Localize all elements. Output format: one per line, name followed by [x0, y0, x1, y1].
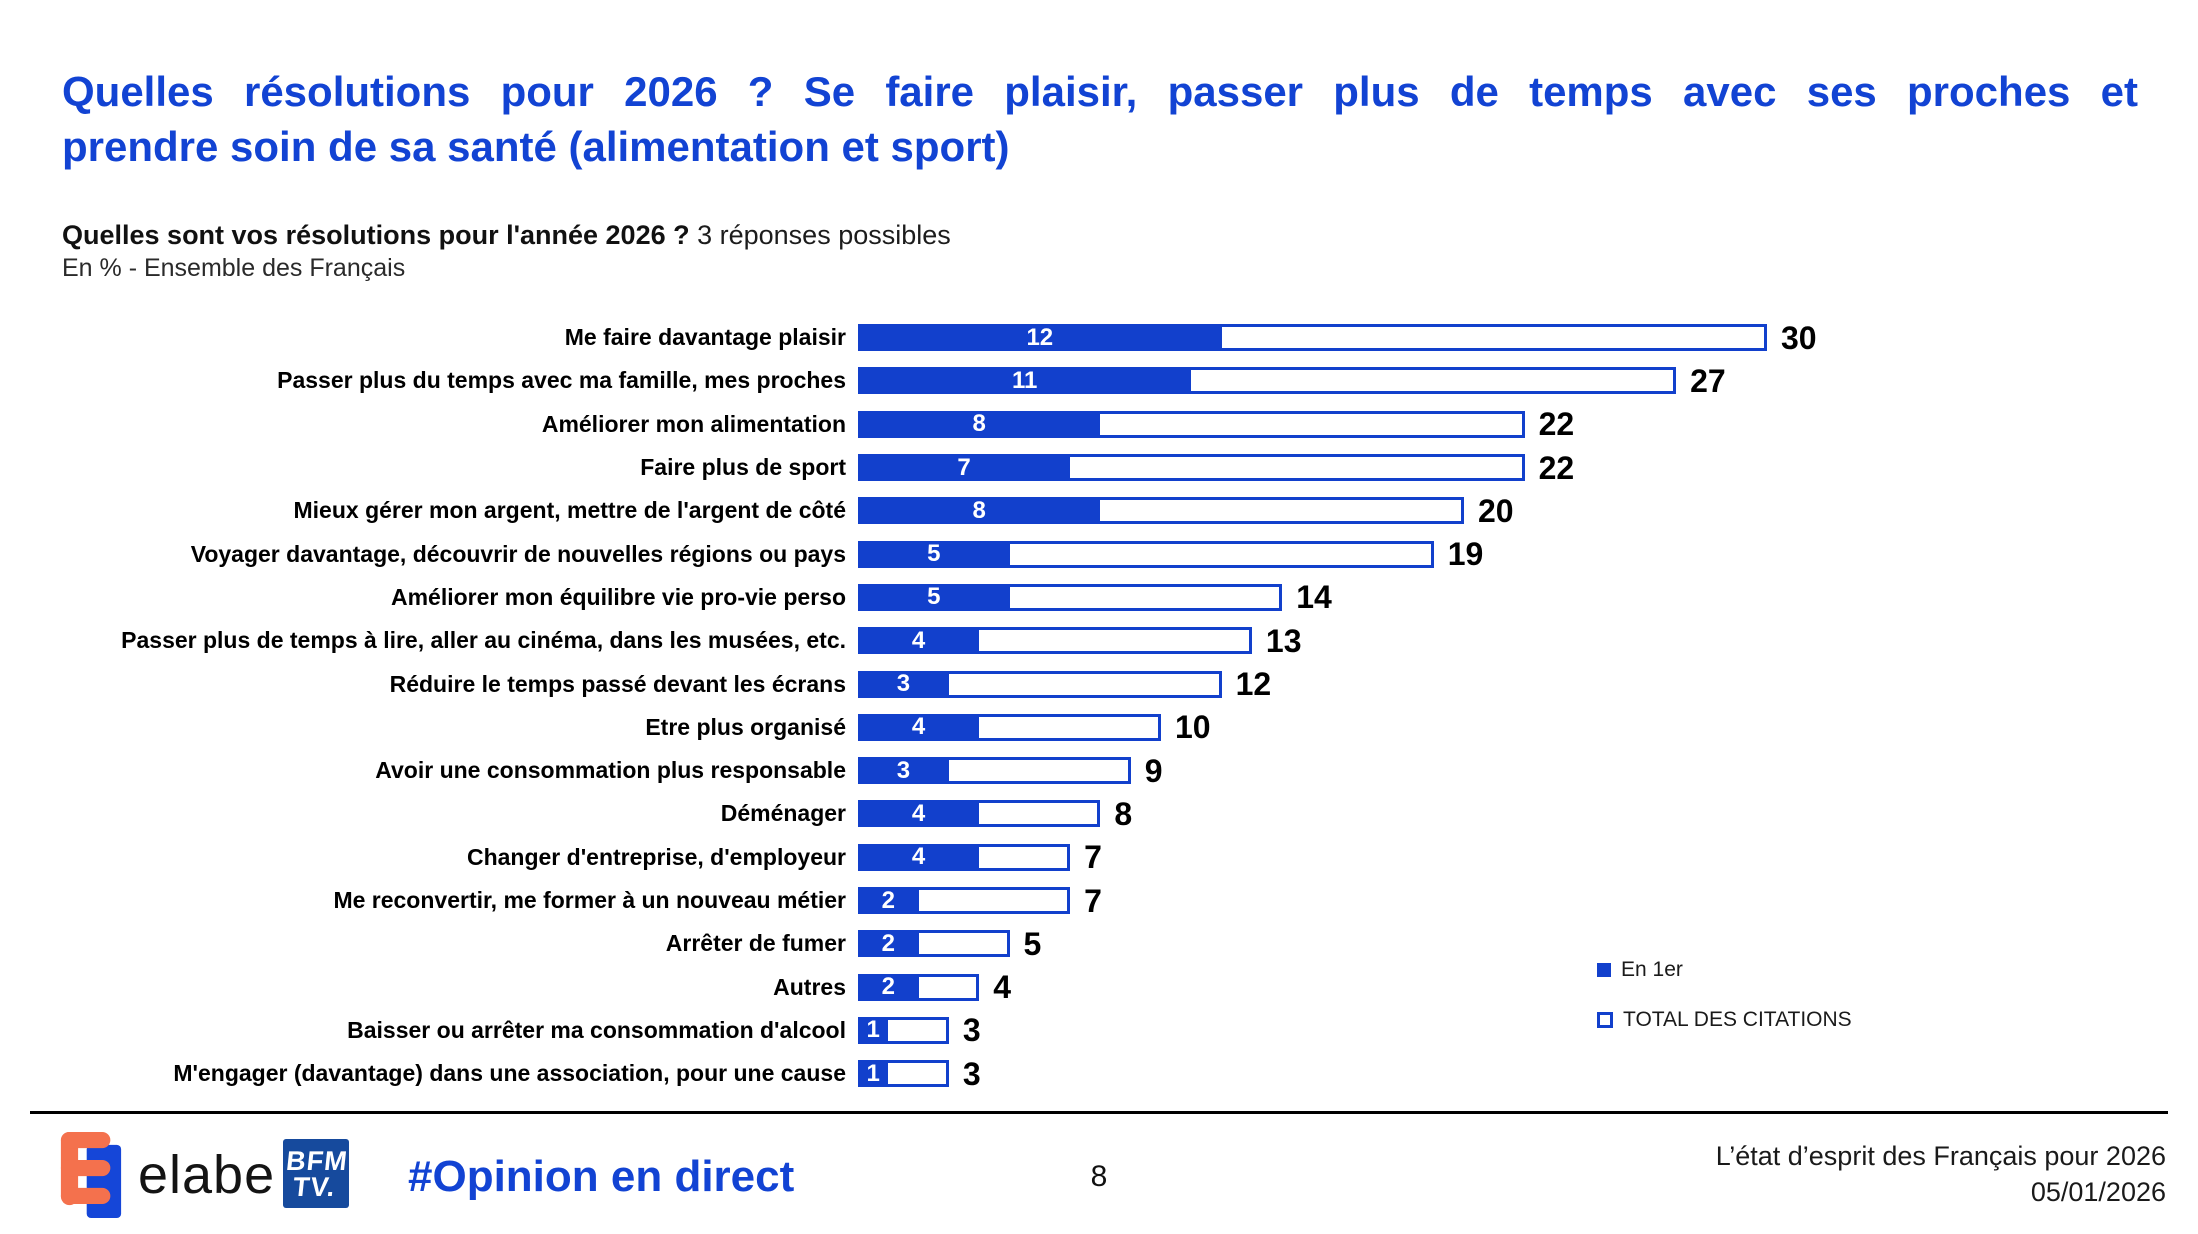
- survey-question-regular: 3 réponses possibles: [697, 220, 951, 250]
- bar-total-value: 8: [1114, 795, 1133, 832]
- bar-first-value: 4: [911, 626, 926, 654]
- bar-fill: [858, 800, 979, 827]
- bar-outline: [858, 497, 1464, 524]
- bar-category-label: Passer plus de temps à lire, aller au cinéma, dans les musées, etc.: [121, 627, 846, 654]
- bar-first-value: 4: [911, 713, 926, 741]
- bar-total-value: 7: [1084, 882, 1102, 919]
- chart-row: [62, 316, 2136, 359]
- legend-label: En 1er: [1621, 958, 1683, 981]
- survey-question-bold: Quelles sont vos résolutions pour l'année 2026 ?: [62, 220, 690, 250]
- bar-outline: [858, 454, 1525, 481]
- study-date: 05/01/2026: [2030, 1177, 2166, 1207]
- bar-total-value: 10: [1175, 709, 1211, 746]
- chart-row: [62, 965, 2136, 1008]
- bar-first-value: 2: [881, 929, 895, 957]
- chart-row: [62, 706, 2136, 749]
- study-reference: [1716, 1138, 2166, 1210]
- bar-category-label: Avoir une consommation plus responsable: [375, 757, 846, 784]
- bar-outline: [858, 887, 1070, 914]
- bar-outline: [858, 844, 1070, 871]
- bar-total-value: 14: [1296, 579, 1332, 616]
- chart-row: [62, 359, 2136, 402]
- bar-total-value: 30: [1781, 319, 1817, 356]
- bar-outline: [858, 671, 1222, 698]
- bar-fill: [858, 627, 979, 654]
- bar-category-label: M'engager (davantage) dans une association, pour une cause: [173, 1060, 846, 1087]
- bar-fill: [858, 541, 1010, 568]
- bar-outline: [858, 1060, 949, 1087]
- bar-first-value: 1: [866, 1016, 880, 1044]
- bar-category-label: Etre plus organisé: [645, 713, 846, 740]
- bar-fill: [858, 930, 919, 957]
- legend-filled-square-icon: [1597, 963, 1611, 977]
- page-title-line1: Quelles résolutions pour 2026 ? Se faire plaisir, passer plus de temps avec ses proches et: [62, 68, 2138, 115]
- bar-category-label: Voyager davantage, découvrir de nouvelles régions ou pays: [190, 540, 846, 567]
- bar-total-value: 12: [1235, 666, 1272, 703]
- bar-first-value: 1: [866, 1059, 880, 1087]
- chart-row: [62, 576, 2136, 619]
- bar-fill: [858, 757, 949, 784]
- footer-divider: [30, 1111, 2168, 1114]
- bar-total-value: 13: [1265, 622, 1302, 659]
- bar-category-label: Me faire davantage plaisir: [564, 324, 846, 351]
- bar-outline: [858, 757, 1131, 784]
- bar-total-value: 4: [993, 969, 1011, 1006]
- bar-first-value: 2: [881, 886, 895, 914]
- bar-outline: [858, 930, 1010, 957]
- bar-total-value: 19: [1447, 536, 1484, 573]
- bar-fill: [858, 497, 1100, 524]
- chart-row: [62, 749, 2136, 792]
- bar-category-label: Améliorer mon alimentation: [541, 410, 846, 437]
- bar-total-value: 20: [1478, 492, 1514, 529]
- chart-row: [62, 619, 2136, 662]
- chart-row: [62, 1052, 2136, 1095]
- bar-fill: [858, 1060, 888, 1087]
- bar-category-label: Mieux gérer mon argent, mettre de l'argent de côté: [293, 497, 846, 524]
- chart-row: [62, 836, 2136, 879]
- bar-total-value: 5: [1023, 925, 1042, 962]
- study-title: L’état d’esprit des Français pour 2026: [1715, 1141, 2166, 1171]
- legend-item-total-citations: [1597, 1008, 1852, 1032]
- bar-first-value: 5: [927, 583, 941, 611]
- bar-category-label: Changer d'entreprise, d'employeur: [466, 843, 846, 870]
- chart-row: [62, 792, 2136, 835]
- bar-first-value: 3: [896, 756, 911, 784]
- bar-category-label: Améliorer mon équilibre vie pro-vie perso: [390, 583, 846, 610]
- bar-fill: [858, 844, 979, 871]
- legend-item-en-1er: [1597, 958, 1683, 982]
- bar-outline: [858, 411, 1525, 438]
- bar-category-label: Arrêter de fumer: [665, 930, 846, 957]
- bar-total-value: 3: [962, 1012, 981, 1049]
- bar-total-value: 22: [1538, 406, 1575, 443]
- bar-outline: [858, 541, 1434, 568]
- bar-outline: [858, 584, 1282, 611]
- survey-question: [62, 218, 951, 252]
- bfmtv-logo-line1: BFM: [285, 1145, 350, 1176]
- page-title: [62, 64, 2138, 174]
- bar-category-label: Me reconvertir, me former à un nouveau métier: [333, 887, 846, 913]
- legend-label: TOTAL DES CITATIONS: [1623, 1008, 1852, 1031]
- bar-fill: [858, 974, 919, 1001]
- bar-category-label: Autres: [773, 973, 846, 1000]
- bar-total-value: 3: [962, 1055, 981, 1092]
- bar-first-value: 4: [911, 843, 926, 871]
- bar-fill: [858, 454, 1070, 481]
- chart-row: [62, 489, 2136, 532]
- bar-chart: [62, 316, 2136, 1095]
- bar-first-value: 3: [896, 670, 911, 698]
- page-title-line2: prendre soin de sa santé (alimentation et sport): [62, 123, 1010, 170]
- bar-fill: [858, 584, 1010, 611]
- legend-outline-square-icon: [1597, 1012, 1613, 1028]
- bar-outline: [858, 627, 1252, 654]
- chart-row: [62, 662, 2136, 705]
- bar-first-value: 2: [881, 973, 895, 1001]
- chart-row: [62, 922, 2136, 965]
- bar-first-value: 8: [972, 496, 986, 524]
- bar-category-label: Passer plus du temps avec ma famille, mes proches: [277, 367, 846, 394]
- bar-outline: [858, 714, 1161, 741]
- bar-outline: [858, 974, 979, 1001]
- bar-fill: [858, 671, 949, 698]
- bar-fill: [858, 887, 919, 914]
- bar-fill: [858, 367, 1191, 394]
- chart-row: [62, 403, 2136, 446]
- chart-row: [62, 532, 2136, 575]
- chart-row: [62, 879, 2136, 922]
- chart-row: [62, 446, 2136, 489]
- bar-first-value: 5: [927, 540, 941, 568]
- bar-total-value: 9: [1144, 752, 1163, 789]
- bar-first-value: 4: [911, 799, 926, 827]
- page-number: 8: [1090, 1160, 1108, 1193]
- bfmtv-logo-line2: TV.: [291, 1171, 338, 1202]
- bar-category-label: Déménager: [720, 800, 846, 827]
- bar-first-value: 7: [957, 453, 971, 481]
- bar-first-value: 12: [1026, 323, 1054, 351]
- bar-total-value: 22: [1538, 449, 1575, 486]
- bar-category-label: Baisser ou arrêter ma consommation d'alcool: [347, 1016, 846, 1043]
- bar-total-value: 27: [1690, 362, 1726, 399]
- bar-first-value: 8: [972, 410, 986, 438]
- survey-base-note: En % - Ensemble des Français: [62, 254, 406, 282]
- bar-fill: [858, 411, 1100, 438]
- bar-outline: [858, 324, 1767, 351]
- bar-fill: [858, 1017, 888, 1044]
- bar-category-label: Réduire le temps passé devant les écrans: [389, 670, 846, 697]
- bar-outline: [858, 800, 1100, 827]
- opinion-en-direct-hashtag: #Opinion en direct: [408, 1152, 795, 1201]
- bar-outline: [858, 1017, 949, 1044]
- bar-outline: [858, 367, 1676, 394]
- bar-fill: [858, 714, 979, 741]
- bar-total-value: 7: [1084, 839, 1102, 876]
- bar-first-value: 11: [1011, 366, 1038, 394]
- elabe-wordmark: elabe: [138, 1145, 276, 1205]
- bar-fill: [858, 324, 1222, 351]
- bar-category-label: Faire plus de sport: [640, 454, 846, 481]
